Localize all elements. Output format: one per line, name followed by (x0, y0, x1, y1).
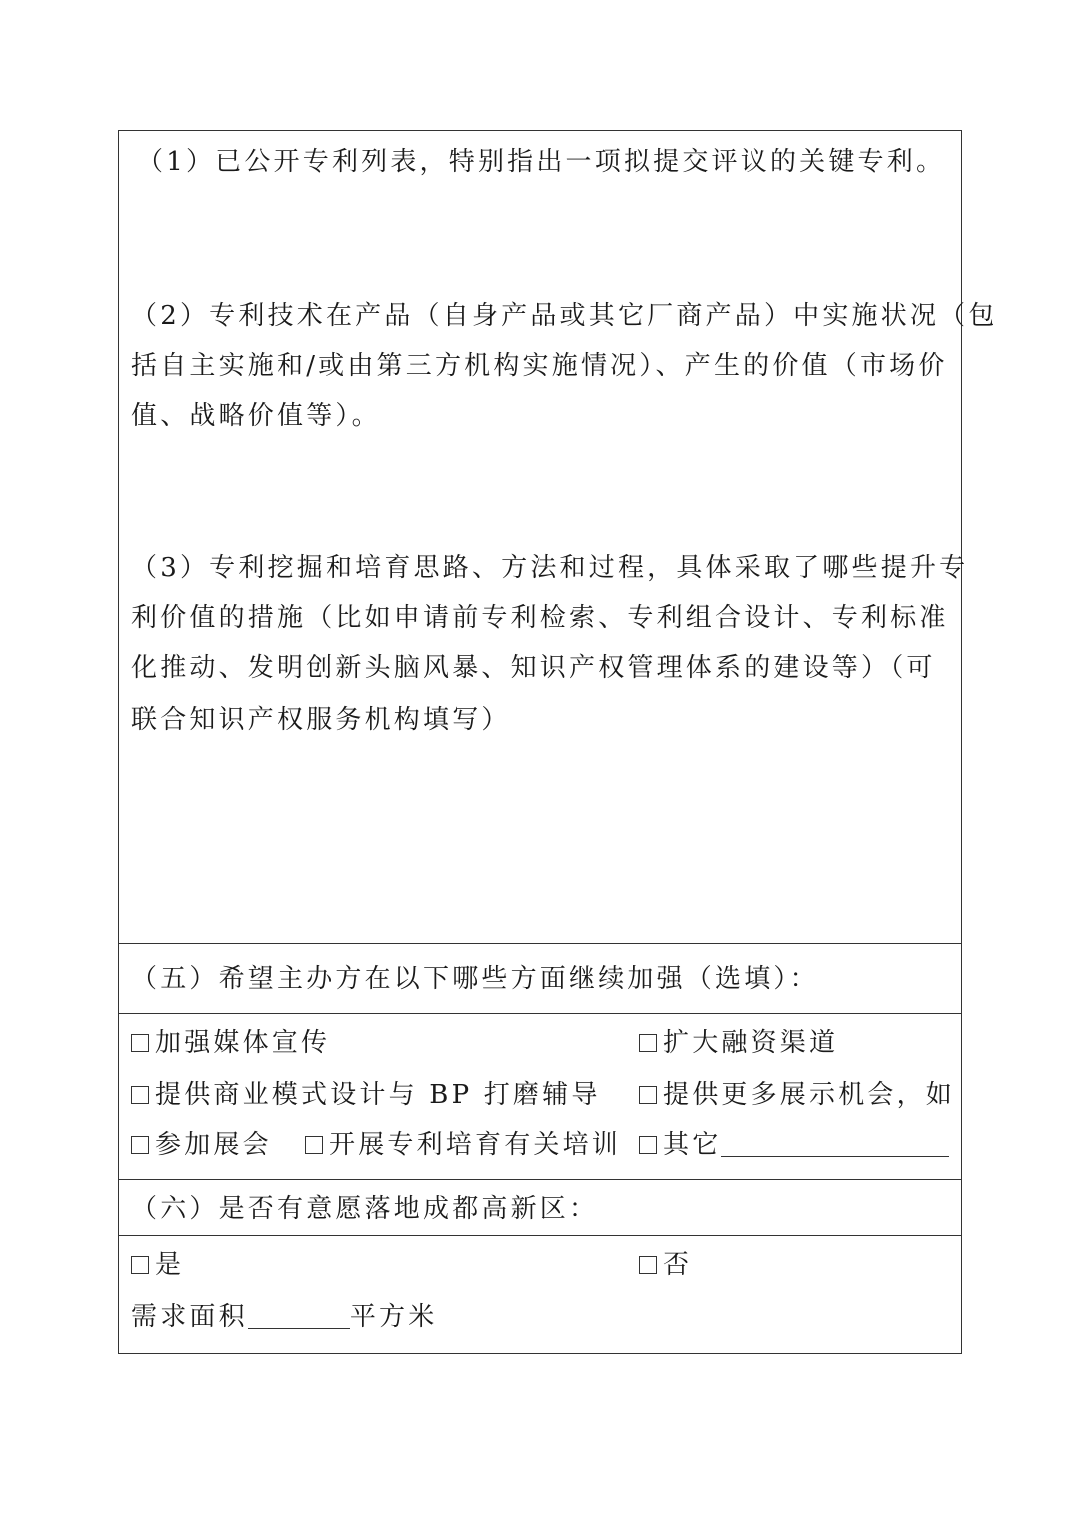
option-media-label: 加强媒体宣传 (155, 1028, 331, 1058)
option-media[interactable] (131, 1026, 330, 1060)
section-five-heading: （五）希望主办方在以下哪些方面继续加强（选填）： (131, 964, 819, 994)
checkbox-other[interactable] (639, 1136, 657, 1154)
option-yes[interactable] (131, 1248, 184, 1282)
other-fill-line[interactable] (721, 1128, 949, 1157)
checkbox-media[interactable] (131, 1034, 149, 1052)
checkbox-yes[interactable] (131, 1256, 149, 1274)
option-exhibition-opps-label: 提供更多展示机会，如 (663, 1080, 956, 1110)
checkbox-training[interactable] (305, 1136, 323, 1154)
option-other[interactable] (639, 1128, 949, 1162)
section-six-heading: （六）是否有意愿落地成都高新区： (131, 1194, 599, 1224)
option-trade-fair[interactable] (131, 1128, 272, 1162)
patent-section (119, 131, 998, 943)
option-financing-label: 扩大融资渠道 (663, 1028, 839, 1058)
patent-item-2-line-2: 括自主实施和/或由第三方机构实施情况）、产生的价值（市场价 (131, 351, 948, 381)
checkbox-business-model[interactable] (131, 1086, 149, 1104)
section-five-options-row (119, 1013, 961, 1179)
patent-item-3-line-3: 化推动、发明创新头脑风暴、知识产权管理体系的建设等）（可 (131, 653, 936, 683)
option-no[interactable] (639, 1248, 692, 1282)
checkbox-trade-fair[interactable] (131, 1136, 149, 1154)
patent-item-1: （1）已公开专利列表，特别指出一项拟提交评议的关键专利。 (137, 147, 946, 177)
option-business-model-label: 提供商业模式设计与 BP 打磨辅导 (155, 1080, 601, 1110)
option-training-label: 开展专利培育有关培训 (329, 1130, 622, 1160)
required-area (131, 1300, 437, 1334)
option-yes-label: 是 (155, 1250, 185, 1280)
option-other-label: 其它 (663, 1130, 722, 1160)
patent-item-3-line-4: 联合知识产权服务机构填写） (131, 705, 511, 735)
patent-item-2-line-3: 值、战略价值等）。 (131, 401, 381, 431)
checkbox-no[interactable] (639, 1256, 657, 1274)
checkbox-exhibition-opps[interactable] (639, 1086, 657, 1104)
patent-item-3-line-2: 利价值的措施（比如申请前专利检索、专利组合设计、专利标准 (131, 603, 949, 633)
section-five-heading-row (119, 943, 961, 1013)
option-training[interactable] (305, 1128, 621, 1162)
option-exhibition-opps[interactable] (639, 1078, 955, 1112)
option-trade-fair-label: 参加展会 (155, 1130, 272, 1160)
patent-item-3-line-1: （3）专利挖掘和培育思路、方法和过程，具体采取了哪些提升专 (131, 553, 969, 583)
section-six-heading-row (119, 1179, 961, 1235)
checkbox-financing[interactable] (639, 1034, 657, 1052)
option-financing[interactable] (639, 1026, 838, 1060)
required-area-unit: 平方米 (349, 1302, 438, 1332)
required-area-label: 需求面积 (131, 1302, 248, 1332)
section-six-options-row (119, 1235, 961, 1353)
area-fill-line[interactable] (248, 1300, 350, 1329)
patent-item-2-line-1: （2）专利技术在产品（自身产品或其它厂商产品）中实施状况（包 (131, 301, 998, 331)
option-business-model[interactable] (131, 1078, 601, 1112)
application-form-table (118, 130, 998, 1354)
option-no-label: 否 (663, 1250, 693, 1280)
